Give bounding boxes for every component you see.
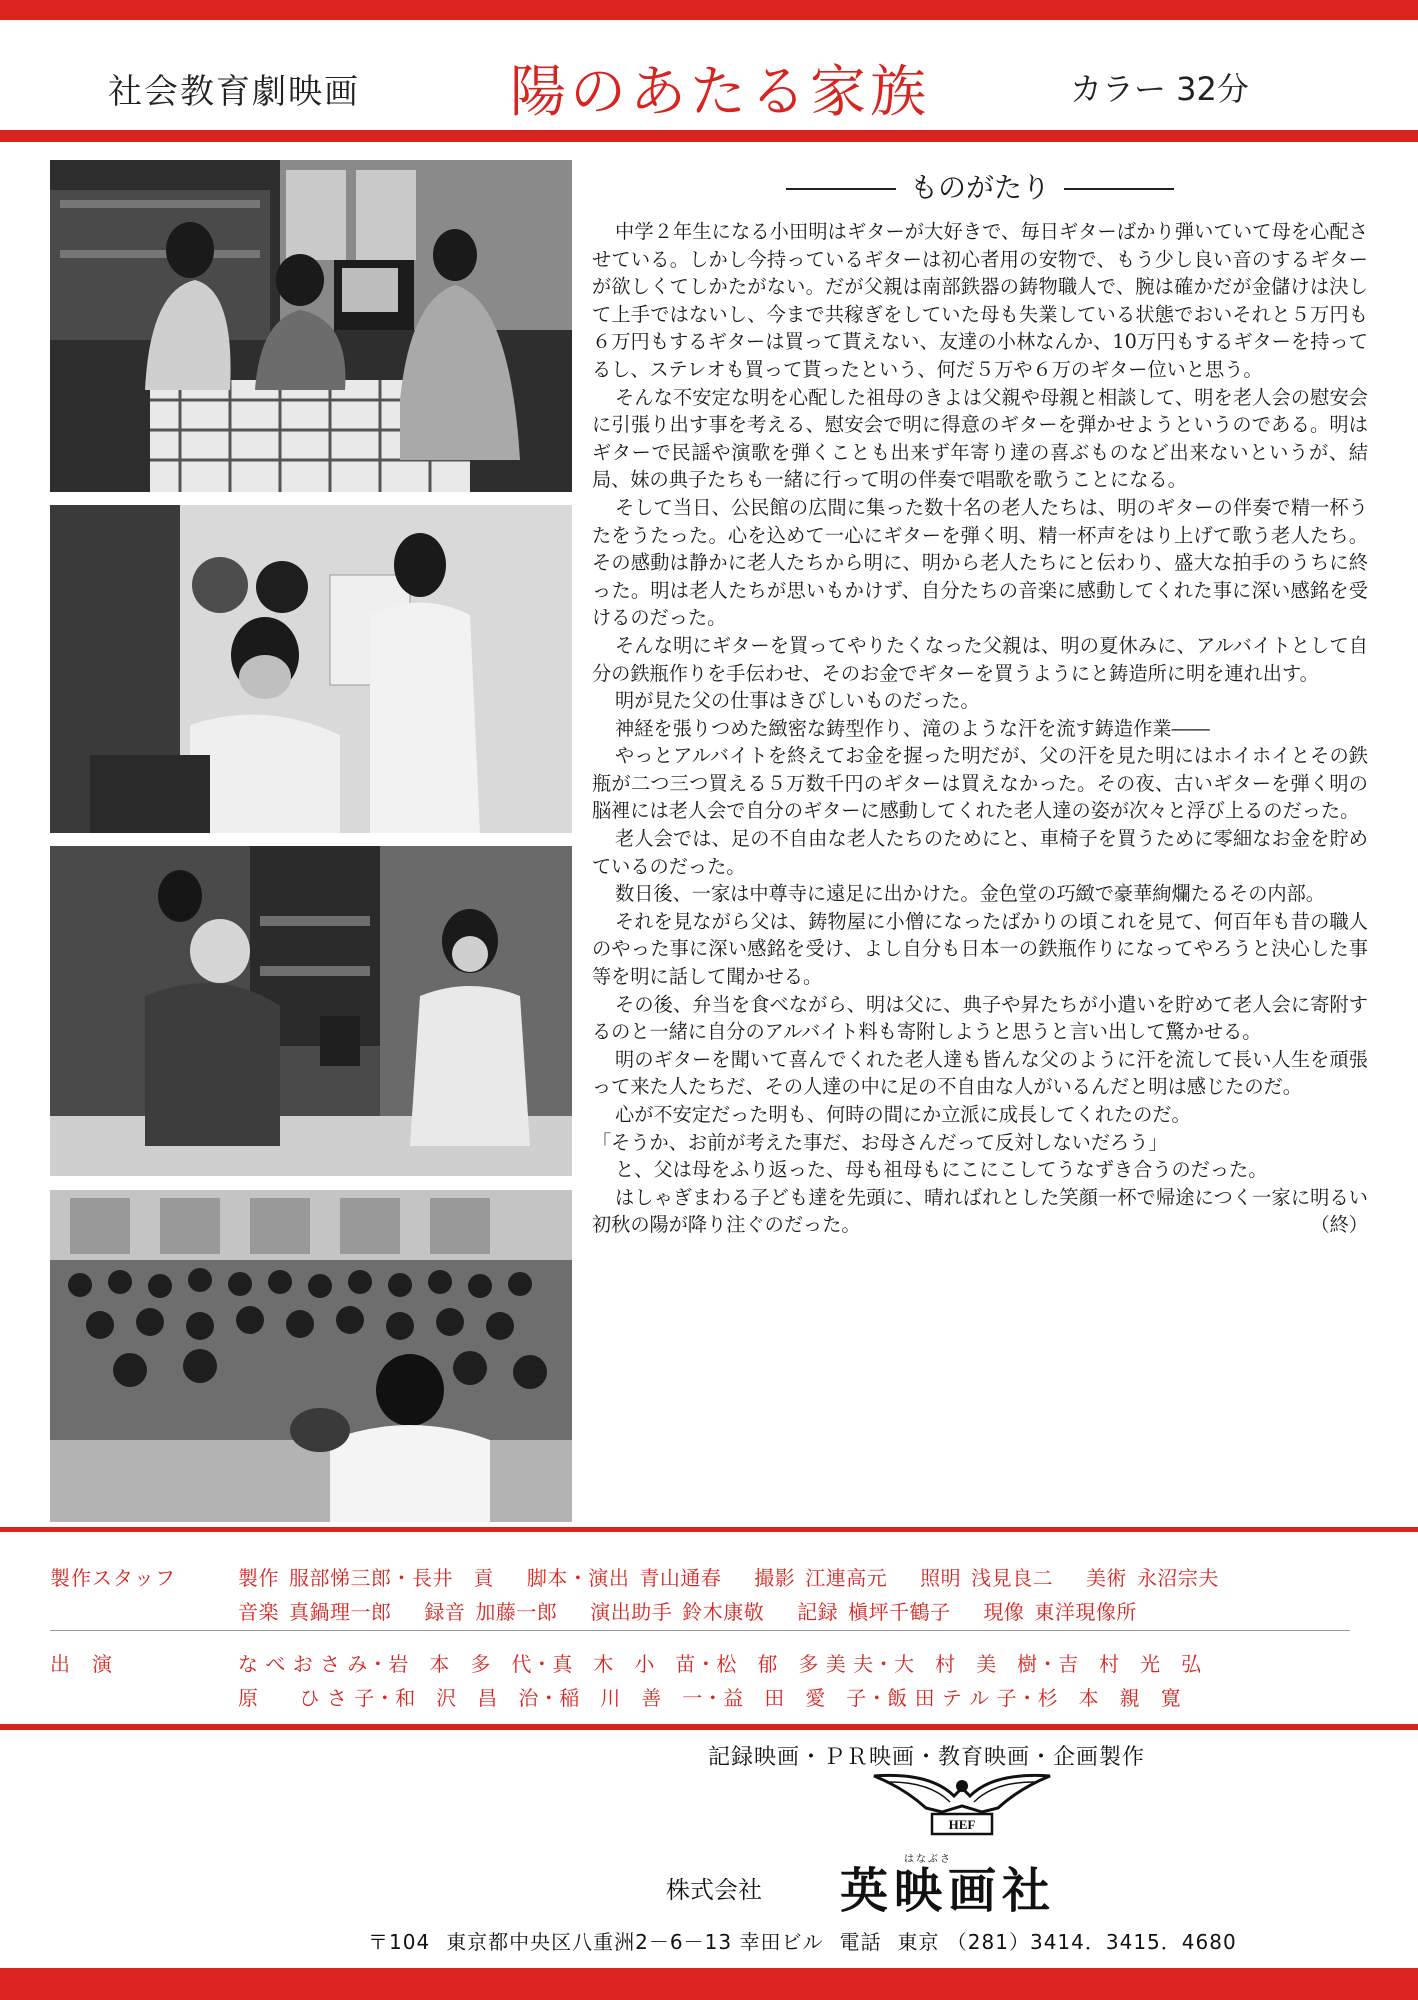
photo-audience-guitar [50,1190,572,1522]
story-paragraph: 明が見た父の仕事はきびしいものだった。 [615,689,980,713]
staff-row-1 [238,1562,1245,1591]
photo-grandmother-children-image [50,846,572,1176]
photo-family-table-image [50,160,572,492]
company-kind: 株式会社 [666,1876,762,1904]
staff-name: 青山通春 [639,1566,722,1590]
story-paragraph-last [592,1184,1368,1239]
hef-eagle-logo [870,1768,1054,1850]
staff-name: 浅見良二 [971,1566,1054,1590]
story-paragraph: そして当日、公民館の広間に集った数十名の老人たちは、明のギターの伴奏で精一杯うたをうたった。心を込めて一心にギターを弾く明、精一杯声をはり上げて歌う老人たち。その感動は静かに老人たちから明に、明から老人たちにと伝わり、盛大な拍手のうちに終った。明は老人たちが思いもかけず、自分たちの音楽に感動してくれた事に深い感銘を受けるのだった。 [592,495,1368,630]
company-tagline: 記録映画・ＰＲ映画・教育映画・企画製作 [708,1745,1146,1770]
cast-label: 出 演 [50,1652,113,1676]
staff-role: 照明 [920,1566,962,1590]
staff-role: 現像 [983,1600,1025,1624]
photo-audience-guitar-image [50,1190,572,1522]
address-text: 東京都中央区八重洲2－6－13 幸田ビル [446,1930,824,1954]
staff-row-2 [238,1596,1163,1625]
credits-divider [50,1630,1350,1631]
staff-name: 鈴木康敬 [682,1600,765,1624]
story-paragraph: やっとアルバイトを終えてお金を握った明だが、父の汗を見た明にはホイホイとその鉄瓶が二つ三つ買える５万数千円のギターは買えなかった。その夜、古いギターを弾く明の脳裡には老人会で自分のギターに感動してくれた老人達の姿が次々と浮び上るのだった。 [592,744,1368,823]
photo-family-table [50,160,572,492]
story-paragraph: その後、弁当を食べながら、明は父に、典子や昇たちが小遣いを貯めて老人会に寄附するのと一緒に自分のアルバイト料も寄附しようと思うと言い出して驚かせる。 [592,992,1368,1044]
story-paragraph: 老人会では、足の不自由な老人たちのためにと、車椅子を買うために零細なお金を貯めているのだった。 [592,827,1368,878]
staff-name: 江連高元 [805,1566,888,1590]
staff-role: 製作 [238,1566,279,1590]
staff-role: 演出助手 [590,1600,673,1624]
story-section [592,166,1368,1239]
story-title: ものがたり [909,171,1050,204]
bottom-red-bar [0,1968,1418,2000]
story-paragraph: 中学２年生になる小田明はギターが大好きで、毎日ギターばかり弾いていて母を心配させている。しかし今持っているギターは初心者用の安物で、もう少し良い音のするギターが欲しくてしかたがない。だが父親は南部鉄器の鋳物職人で、腕は確かだが金儲けは決して上手ではないし、今まで共稼ぎをしていた母も失業している状態でおいそれと５万円も６万円もするギターは買って貰えない、友達の小林なんか、10万円もするギターを持ってるし、ステレオも買って貰ったという、何だ５万や６万のギター位いと思う。 [592,220,1368,381]
story-paragraph: 数日後、一家は中尊寺に遠足に出かけた。金色堂の巧緻で豪華絢爛たるその内部。 [615,882,1325,906]
phone-number: 東京 （281）3414．3415．4680 [897,1930,1237,1954]
photo-boy-mother [50,505,572,833]
heading-rule-left [786,188,896,190]
staff-name: 服部悌三郎・長井 貢 [289,1566,494,1590]
staff-name: 真鍋理一郎 [289,1600,392,1624]
company-ruby: はなぶさ [904,1854,952,1865]
story-paragraph: そんな明にギターを買ってやりたくなった父親は、明の夏休みに、アルバイトとして自分の鉄瓶作りを手伝わせ、そのお金でギターを買うようにと鋳造所に明を連れ出す。 [592,633,1368,685]
credits-top-red-bar [0,1527,1418,1532]
staff-role: 記録 [797,1600,839,1624]
credits-section [0,1548,1418,1718]
postal-code: 〒104 [368,1930,431,1954]
company-name: 英映画社 [840,1863,1057,1919]
story-heading [592,166,1368,206]
story-paragraph: 「そうか、お前が考えた事だ、お母さんだって反対しないだろう」 [592,1130,1168,1154]
top-red-bar [0,0,1418,20]
staff-role: 美術 [1085,1566,1127,1590]
story-paragraph: 神経を張りつめた緻密な鋳型作り、滝のような汗を流す鋳造作業―― [615,716,1210,740]
film-spec: カラー 32分 [1070,70,1249,108]
staff-role: 脚本・演出 [526,1566,630,1590]
staff-name: 槇坪千鶴子 [848,1600,951,1624]
heading-rule-right [1064,188,1174,190]
genre-label: 社会教育劇映画 [108,72,360,112]
staff-name: 永沼宗夫 [1136,1566,1219,1590]
staff-name: 加藤一郎 [475,1600,558,1624]
company-section [0,1728,1418,1954]
photo-grandmother-children [50,846,572,1176]
staff-label: 製作スタッフ [50,1566,176,1590]
story-paragraph: と、父は母をふり返った、母も祖母もにこにこしてうなずき合うのだった。 [615,1158,1268,1182]
staff-role: 音楽 [238,1600,279,1624]
film-title: 陽のあたる家族 [510,60,930,125]
phone-label: 電話 [839,1930,882,1954]
cast-row-2: 原 ひ さ 子・和 沢 昌 治・稲 川 善 一・益 田 愛 子・飯 田 テ ル 子・杉 本 親 寛 [238,1686,1182,1710]
header [0,20,1418,130]
staff-name: 東洋現像所 [1034,1600,1137,1624]
header-bottom-red-bar [0,130,1418,142]
end-mark: （終） [1310,1213,1368,1237]
photo-boy-mother-image [50,505,572,833]
story-paragraph: それを見ながら父は、鋳物屋に小僧になったばかりの頃これを見て、何百年も昔の職人のやった事に深い感銘を受け、よし自分も日本一の鉄瓶作りになってやろうと決心した事等を明に話して聞かせる。 [592,909,1368,989]
cast-row-1: な べ お さ み・岩 本 多 代・真 木 小 苗・松 郁 多 美 夫・大 村 美 樹・吉 村 光 弘 [238,1652,1202,1676]
company-address [368,1926,1253,1955]
story-last-text: はしゃぎまわる子ども達を先頭に、晴ればれとした笑顔一杯で帰途につく一家に明るい初秋の陽が降り注ぐのだった。 [592,1185,1368,1237]
story-paragraph: 明のギターを聞いて喜んでくれた老人達も皆んな父のように汗を流して長い人生を頑張って来た人たちだ、その人達の中に足の不自由な人がいるんだと明は感じたのだ。 [592,1047,1368,1099]
staff-role: 撮影 [754,1566,796,1590]
story-paragraph: そんな不安定な明を心配した祖母のきよは父親や母親と相談して、明を老人会の慰安会に引張り出す事を考える、慰安会で明に得意のギターを弾かせようというのである。明はギターで民謡や演歌を弾くことも出来ず年寄り達の喜ぶものなど出来ないというが、結局、妹の典子たちも一緒に行って明の伴奏で唱歌を歌うことになる。 [592,385,1368,492]
story-paragraph: 心が不安定だった明も、何時の間にか立派に成長してくれたのだ。 [615,1103,1191,1126]
logo-text: HEF [948,1817,976,1832]
staff-role: 録音 [424,1600,466,1624]
